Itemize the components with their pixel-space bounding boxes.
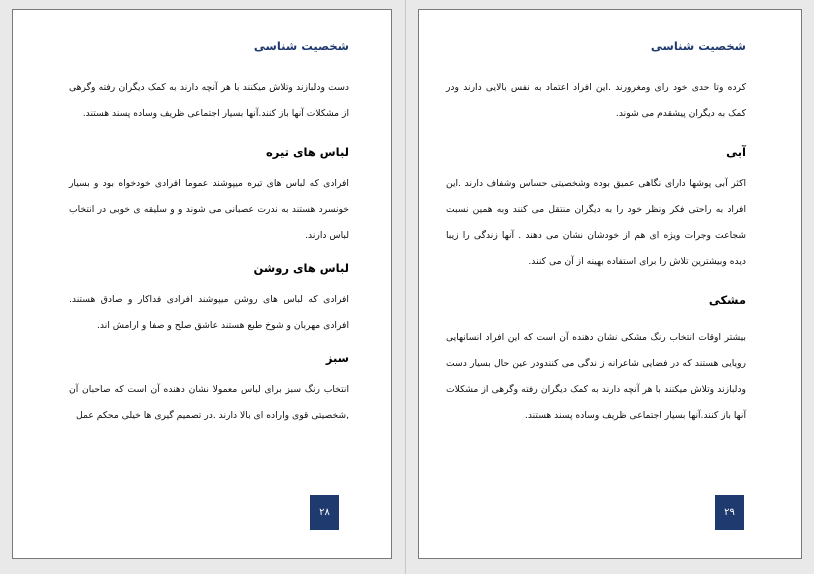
page-divider [405,0,406,574]
left-page [12,9,392,559]
right-page-content [446,37,746,429]
paragraph: افرادی که لباس های روشن میپوشند افرادی فداکار و صادق هستند. افرادی مهربان و شوخ طبع هستند عاشق صلح و صفا و ارامش اند. [69,294,349,331]
section-heading: لباس های روشن [253,261,349,275]
left-page-content [69,37,349,429]
paragraph: دست ودلبازند وتلاش میکنند با هر آنچه دارند به کمک دیگران رفته وگرهی از مشکلات آنها باز کنند.آنها بسیار اجتماعی ظریف وساده پسند هستند. [69,82,349,119]
page-number: ۲۹ [715,495,744,530]
paragraph: افرادی که لباس های تیره میپوشند عموما افرادی خودخواه بود و بسیار خونسرد هستند به ندرت عصبانی می شوند و و سلیقه ی خوبی در انتخاب لباس دارند. [69,178,349,241]
page-number: ۲۸ [310,495,339,530]
section-heading: آبی [726,145,746,159]
section-heading: مشکی [708,293,746,307]
section-heading: سبز [325,351,349,365]
section-heading: لباس های تیره [266,145,349,159]
paragraph: کرده وتا حدی خود رای ومغرورند .این افراد اعتماد به نفس بالایی دارند ودر کمک به دیگران پیشقدم می شوند. [446,82,746,119]
paragraph: بیشتر اوقات انتخاب رنگ مشکی نشان دهنده آن است که این افراد انسانهایی رویایی هستند که در فضایی شاعرانه ز ندگی می کنندودر عین حال بسیار دست ودلبازند وتلاش میکنند با هر آنچه دارند به کمک دیگران رفته وگرهی از مشکلات آنها باز کنند.آنها بسیار اجتماعی ظریف وساده پسند هستند. [446,332,746,421]
page-header: شخصیت شناسی [253,39,349,53]
paragraph: اکثر آبی پوشها دارای نگاهی عمیق بوده وشخصیتی حساس وشفاف دارند .این افراد به راحتی فکر ونظر خود را به دیگران منتقل می کنند وبه همین نسبت شجاعت وجرات ویژه ای هم از خودشان نشان می دهند . آنها زندگی را زیبا دیده وبیشترین تلاش را برای استفاده بهینه از آن می کنند. [446,178,746,267]
page-header: شخصیت شناسی [650,39,746,53]
right-page [418,9,802,559]
paragraph: انتخاب رنگ سبز برای لباس معمولا نشان دهنده آن است که صاحبان آن ,شخصیتی قوی واراده ای بالا دارند .در تصمیم گیری ها خیلی محکم عمل [69,384,349,421]
